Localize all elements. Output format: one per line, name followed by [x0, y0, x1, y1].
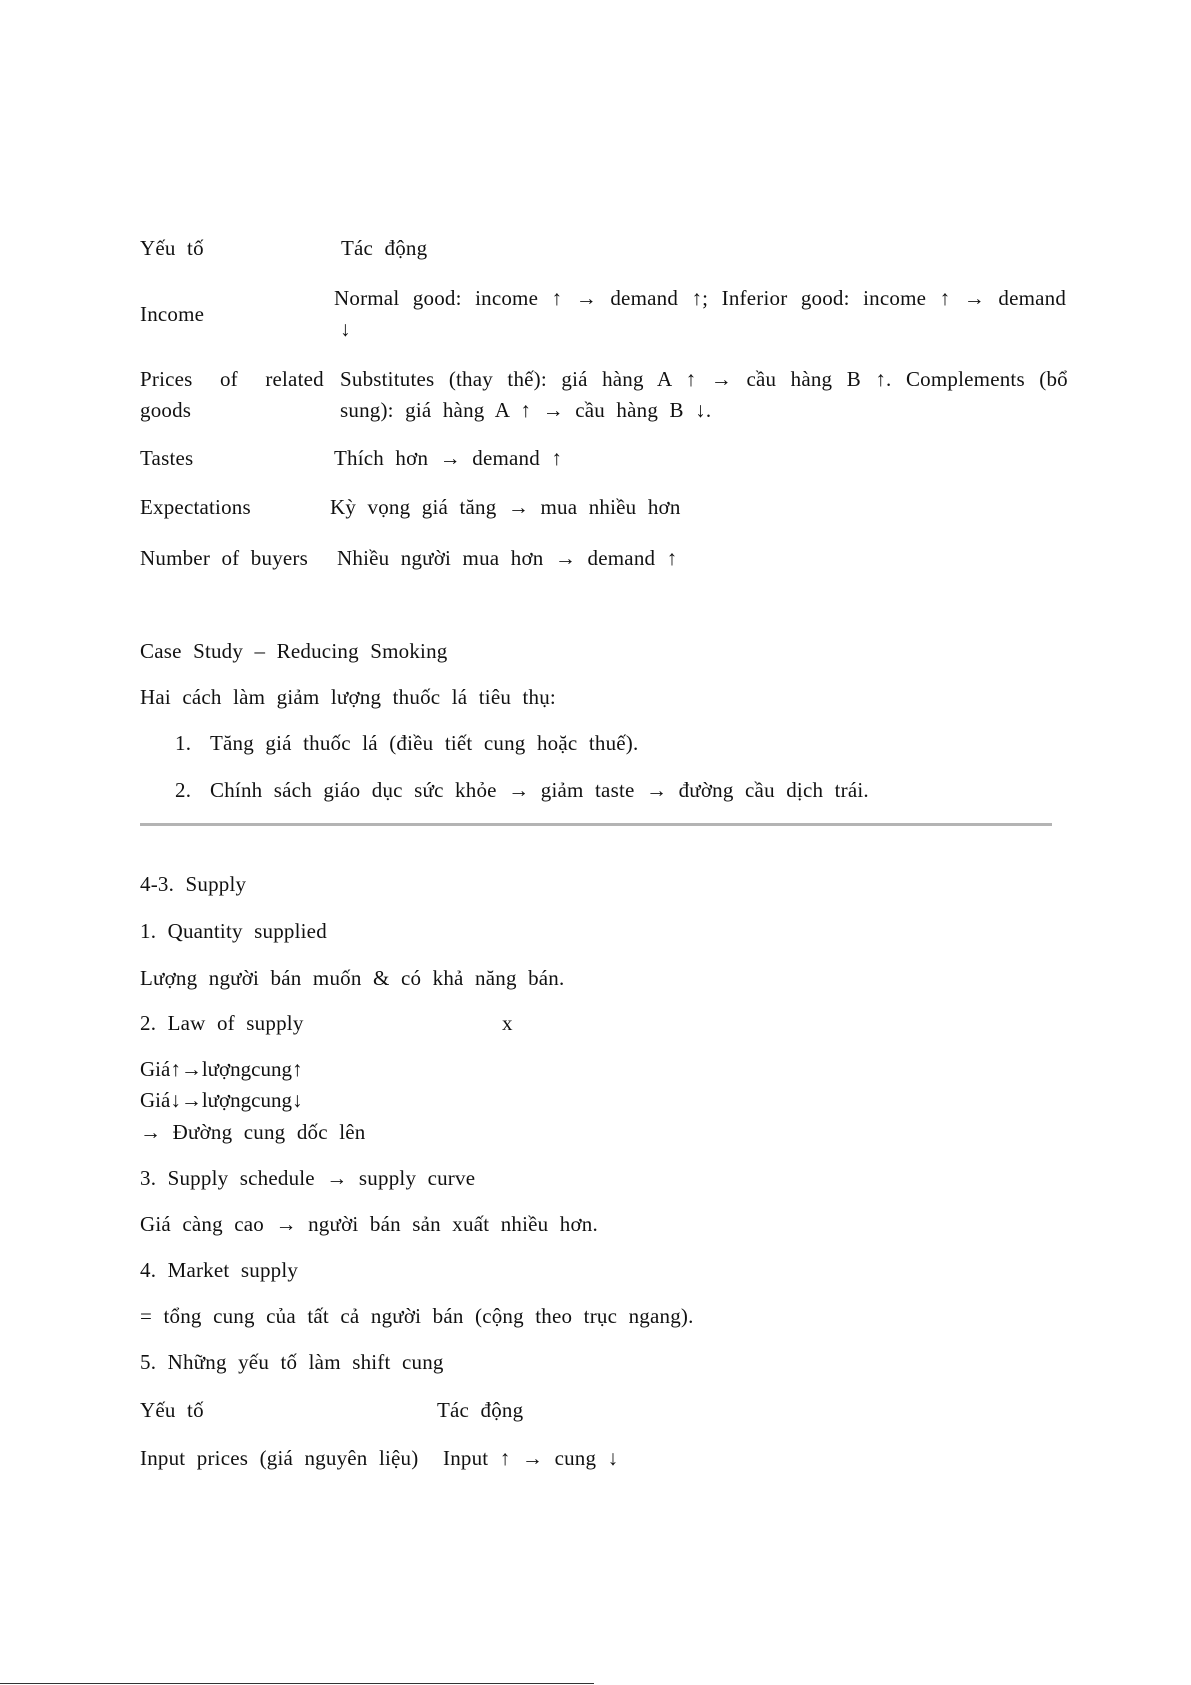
row-related-goods-effect-line2: sung): giá hàng A ↑ → cầu hàng B ↓.: [340, 398, 712, 422]
case-study-item-1-number: 1.: [175, 731, 192, 755]
supply-table-header-factor: Yếu tố: [140, 1398, 204, 1422]
supply-table-header-effect: Tác động: [437, 1398, 524, 1422]
horizontal-rule: [140, 823, 1052, 826]
input-prices-factor: Input prices (giá nguyên liệu): [140, 1446, 419, 1470]
case-study-item-1-text: Tăng giá thuốc lá (điều tiết cung hoặc thuế).: [210, 731, 639, 755]
row-expectations-effect: Kỳ vọng giá tăng → mua nhiều hơn: [330, 495, 681, 519]
supply-schedule-text: Giá càng cao → người bán sản xuất nhiều hơn.: [140, 1212, 598, 1236]
demand-table-header-factor: Yếu tố: [140, 236, 204, 260]
quantity-supplied-text: Lượng người bán muốn & có khả năng bán.: [140, 966, 565, 990]
law-of-supply-line-2: Giá↓→lượngcung↓: [140, 1088, 303, 1112]
law-of-supply-title: 2. Law of supply: [140, 1011, 304, 1035]
supply-heading: 4-3. Supply: [140, 872, 247, 896]
demand-table-header-effect: Tác động: [341, 236, 428, 260]
quantity-supplied-title: 1. Quantity supplied: [140, 919, 327, 943]
footnote-rule: [0, 1683, 594, 1684]
law-of-supply-line-3: → Đường cung dốc lên: [140, 1120, 366, 1144]
market-supply-text: = tổng cung của tất cả người bán (cộng theo trục ngang).: [140, 1304, 694, 1328]
supply-schedule-title: 3. Supply schedule → supply curve: [140, 1166, 476, 1190]
row-tastes-factor: Tastes: [140, 446, 194, 470]
market-supply-title: 4. Market supply: [140, 1258, 299, 1282]
case-study-item-2-number: 2.: [175, 778, 192, 802]
row-tastes-effect: Thích hơn → demand ↑: [334, 446, 563, 470]
row-number-of-buyers-effect: Nhiều người mua hơn → demand ↑: [337, 546, 678, 570]
case-study-intro: Hai cách làm giảm lượng thuốc lá tiêu thụ:: [140, 685, 556, 709]
row-income-factor: Income: [140, 302, 205, 326]
case-study-title: Case Study – Reducing Smoking: [140, 639, 448, 663]
row-related-goods-factor-line1: Prices of related: [140, 367, 324, 391]
input-prices-effect: Input ↑ → cung ↓: [443, 1446, 619, 1470]
row-income-effect-line2: ↓: [340, 317, 351, 341]
case-study-item-2-text: Chính sách giáo dục sức khỏe → giảm taste → đường cầu dịch trái.: [210, 778, 869, 802]
row-income-effect-line1: Normal good: income ↑ → demand ↑; Inferior good: income ↑ → demand: [334, 286, 1067, 310]
supply-shifters-title: 5. Những yếu tố làm shift cung: [140, 1350, 444, 1374]
row-number-of-buyers-factor: Number of buyers: [140, 546, 308, 570]
row-related-goods-effect-line1: Substitutes (thay thế): giá hàng A ↑ → cầu hàng B ↑. Complements (bổ: [340, 367, 1068, 391]
row-expectations-factor: Expectations: [140, 495, 251, 519]
law-of-supply-mark: x: [502, 1011, 513, 1035]
row-related-goods-factor-line2: goods: [140, 398, 192, 422]
law-of-supply-line-1: Giá↑→lượngcung↑: [140, 1057, 303, 1081]
